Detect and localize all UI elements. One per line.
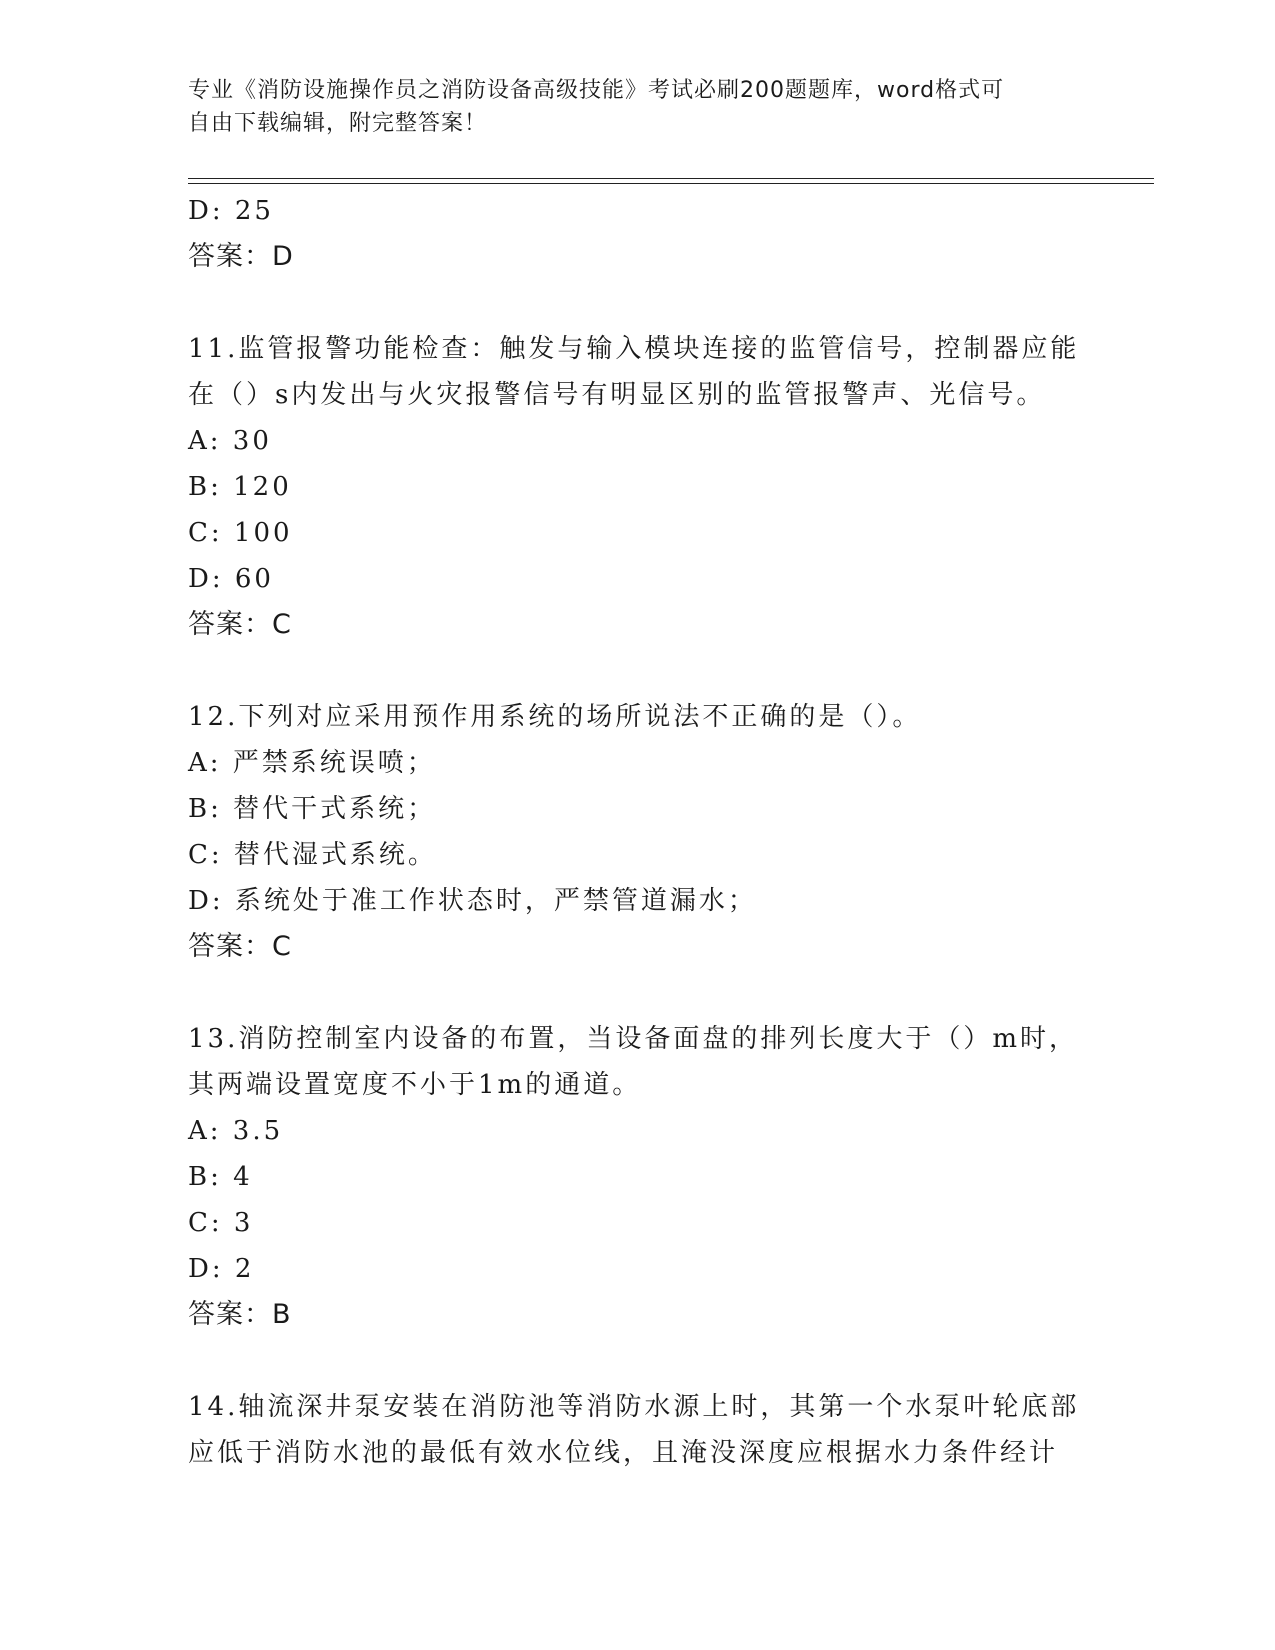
header-divider-top bbox=[188, 178, 1154, 179]
option-a: A: 30 bbox=[188, 426, 272, 456]
option-b: B: 替代干式系统； bbox=[188, 794, 437, 824]
header-divider-bottom bbox=[188, 183, 1154, 184]
spacer bbox=[188, 1338, 1088, 1384]
question-list bbox=[188, 188, 1088, 1476]
option-c: C: 100 bbox=[188, 518, 293, 548]
question-14 bbox=[188, 1384, 1088, 1476]
header-title-line-1: 专业《消防设施操作员之消防设备高级技能》考试必刷200题题库，word格式可 bbox=[188, 78, 1005, 103]
answer-text: 答案：B bbox=[188, 1299, 292, 1330]
answer-text: 答案：C bbox=[188, 931, 292, 962]
option-c: C: 替代湿式系统。 bbox=[188, 840, 437, 870]
question-stem-line-1: 12.下列对应采用预作用系统的场所说法不正确的是（）。 bbox=[188, 702, 922, 732]
answer-text: 答案：C bbox=[188, 609, 292, 640]
spacer bbox=[188, 970, 1088, 1016]
option-c: C: 3 bbox=[188, 1208, 254, 1238]
option-a: A: 严禁系统误喷； bbox=[188, 748, 436, 778]
question-13 bbox=[188, 1016, 1088, 1338]
option-d: D: 25 bbox=[188, 196, 274, 226]
previous-question-tail bbox=[188, 188, 1088, 280]
spacer bbox=[188, 648, 1088, 694]
spacer bbox=[188, 280, 1088, 326]
question-stem-line-1: 13.消防控制室内设备的布置，当设备面盘的排列长度大于（）m时， bbox=[188, 1024, 1079, 1054]
document-header bbox=[188, 74, 1088, 140]
question-stem-line-1: 14.轴流深井泵安装在消防池等消防水源上时，其第一个水泵叶轮底部 bbox=[188, 1392, 1080, 1422]
option-d: D: 系统处于准工作状态时，严禁管道漏水； bbox=[188, 886, 757, 916]
option-a: A: 3.5 bbox=[188, 1116, 284, 1146]
option-d: D: 2 bbox=[188, 1254, 255, 1284]
header-title-line-2: 自由下载编辑，附完整答案！ bbox=[188, 111, 488, 136]
question-11 bbox=[188, 326, 1088, 648]
option-d: D: 60 bbox=[188, 564, 274, 594]
answer-text: 答案：D bbox=[188, 241, 294, 272]
question-12 bbox=[188, 694, 1088, 970]
question-stem-line-2: 其两端设置宽度不小于1m的通道。 bbox=[188, 1070, 642, 1100]
question-stem-line-2: 应低于消防水池的最低有效水位线，且淹没深度应根据水力条件经计 bbox=[188, 1438, 1059, 1468]
question-stem-line-1: 11.监管报警功能检查：触发与输入模块连接的监管信号，控制器应能 bbox=[188, 334, 1080, 364]
question-stem-line-2: 在（）s内发出与火灾报警信号有明显区别的监管报警声、光信号。 bbox=[188, 380, 1046, 410]
option-b: B: 120 bbox=[188, 472, 292, 502]
option-b: B: 4 bbox=[188, 1162, 253, 1192]
